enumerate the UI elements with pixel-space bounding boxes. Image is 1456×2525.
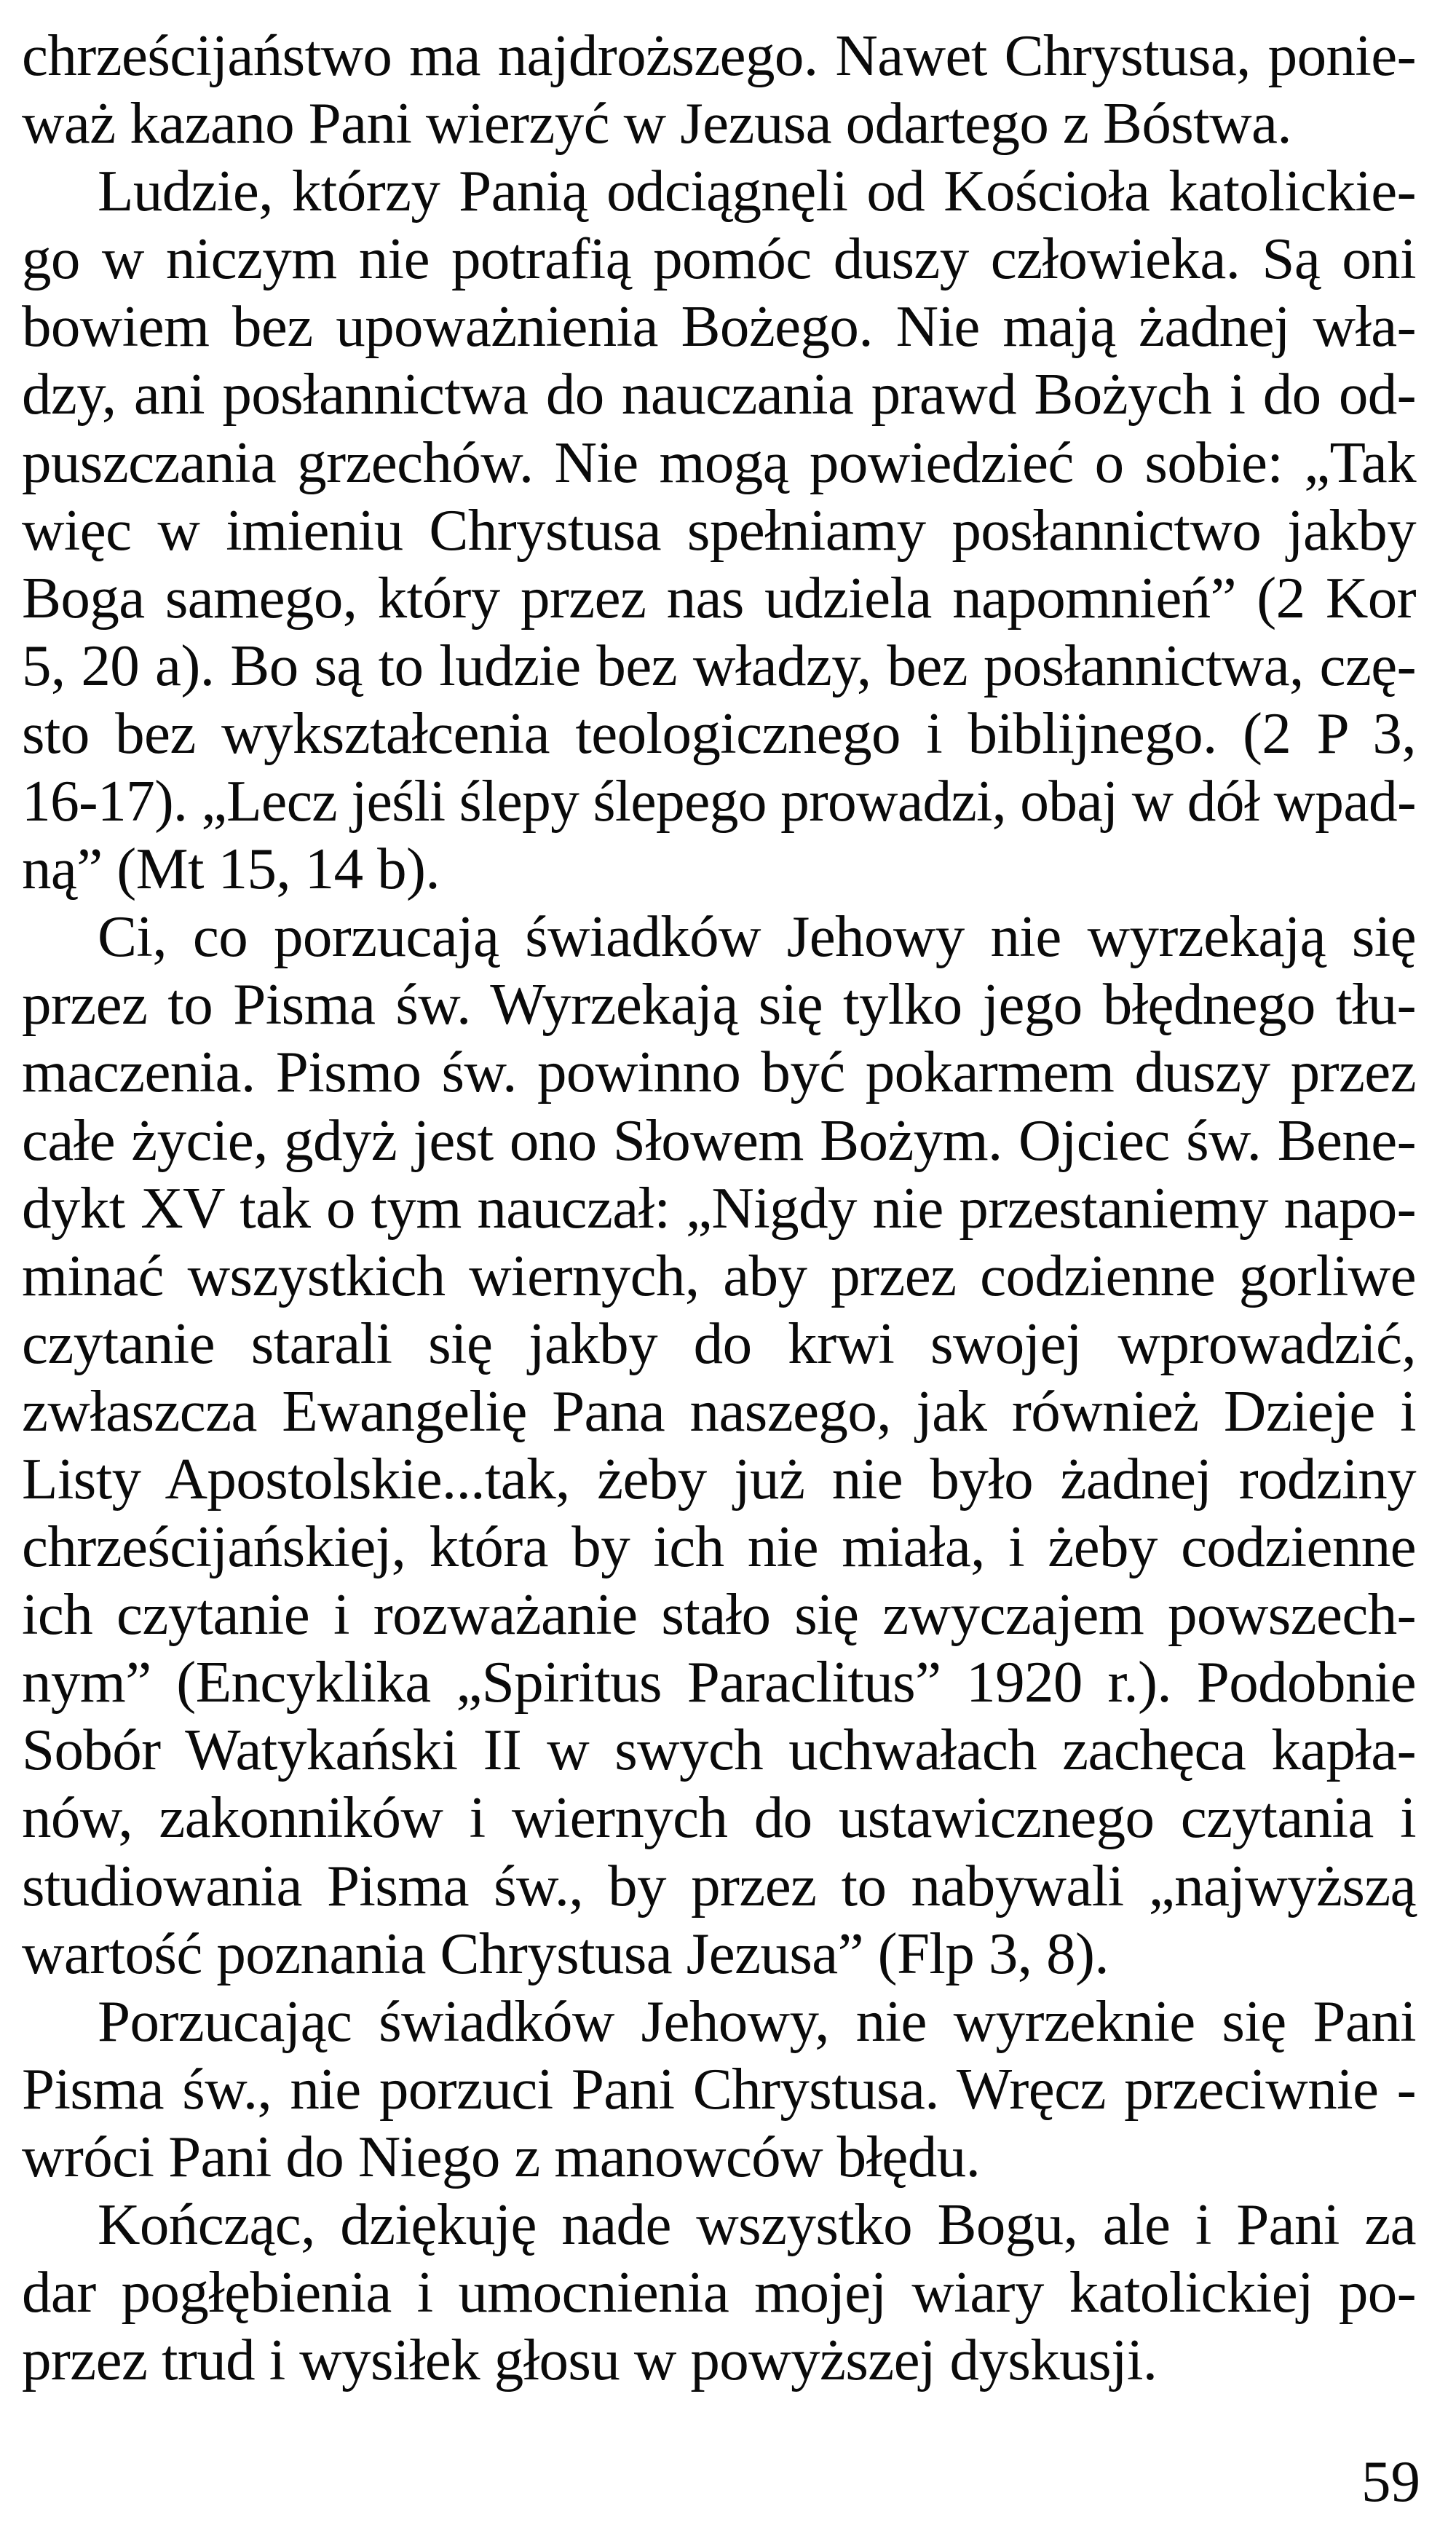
text-line: studiowania Pisma św., by przez to nabywali „najwyższą: [22, 1852, 1416, 1919]
text-line: dykt XV tak o tym nauczał: „Nigdy nie przestaniemy napo-: [22, 1174, 1416, 1241]
text-line: ną” (Mt 15, 14 b).: [22, 836, 440, 902]
text-line: zwłaszcza Ewangelię Pana naszego, jak również Dzieje i: [22, 1378, 1416, 1444]
text-line: 16-17). „Lecz jeśli ślepy ślepego prowadzi, obaj w dół wpad-: [22, 768, 1416, 834]
text-line: nym” (Encyklika „Spiritus Paraclitus” 1920 r.). Podobnie: [22, 1649, 1416, 1715]
body-text: [22, 22, 1416, 2394]
text-line: ich czytanie i rozważanie stało się zwyczajem powszech-: [22, 1581, 1416, 1648]
text-line: całe życie, gdyż jest ono Słowem Bożym. Ojciec św. Bene-: [22, 1107, 1416, 1173]
text-line: wróci Pani do Niego z manowców błędu.: [22, 2123, 981, 2189]
text-line: nów, zakonników i wiernych do ustawicznego czytania i: [22, 1785, 1416, 1851]
text-line: czytanie starali się jakby do krwi swojej wprowadzić,: [22, 1310, 1416, 1376]
text-line: Sobór Watykański II w swych uchwałach zachęca kapła-: [22, 1717, 1416, 1783]
text-line: przez to Pisma św. Wyrzekają się tylko jego błędnego tłu-: [22, 971, 1416, 1038]
text-line: Ci, co porzucają świadków Jehowy nie wyrzekają się: [98, 904, 1416, 970]
text-line: waż kazano Pani wierzyć w Jezusa odartego z Bóstwa.: [22, 90, 1291, 157]
text-line: Pisma św., nie porzuci Pani Chrystusa. Wręcz przeciwnie -: [22, 2055, 1416, 2122]
text-line: go w niczym nie potrafią pomóc duszy człowieka. Są oni: [22, 226, 1416, 292]
text-line: więc w imieniu Chrystusa spełniamy posłannictwo jakby: [22, 497, 1416, 563]
text-line: sto bez wykształcenia teologicznego i biblijnego. (2 P 3,: [22, 700, 1416, 766]
text-line: chrześcijaństwo ma najdroższego. Nawet Chrystusa, ponie-: [22, 23, 1416, 88]
text-line: Porzucając świadków Jehowy, nie wyrzeknie się Pani: [98, 1988, 1416, 2054]
text-line: Ludzie, którzy Panią odciągnęli od Kościoła katolickie-: [98, 158, 1416, 224]
text-line: dzy, ani posłannictwa do nauczania prawd Bożych i do od-: [22, 361, 1416, 427]
text-line: Boga samego, który przez nas udziela napomnień” (2 Kor: [22, 564, 1416, 631]
text-line: puszczania grzechów. Nie mogą powiedzieć o sobie: „Tak: [22, 429, 1416, 495]
text-line: przez trud i wysiłek głosu w powyższej dyskusji.: [22, 2327, 1158, 2393]
page-number: 59: [1361, 2449, 1420, 2514]
text-line: dar pogłębienia i umocnienia mojej wiary katolickiej po-: [22, 2259, 1416, 2326]
text-line: Listy Apostolskie...tak, żeby już nie było żadnej rodziny: [22, 1445, 1416, 1512]
text-line: Kończąc, dziękuję nade wszystko Bogu, ale i Pani za: [98, 2192, 1416, 2257]
text-line: maczenia. Pismo św. powinno być pokarmem duszy przez: [22, 1039, 1416, 1105]
text-line: chrześcijańskiej, która by ich nie miała, i żeby codzienne: [22, 1514, 1416, 1580]
text-line: 5, 20 a). Bo są to ludzie bez władzy, bez posłannictwa, czę-: [22, 632, 1416, 698]
text-line: bowiem bez upoważnienia Bożego. Nie mają żadnej wła-: [22, 293, 1416, 360]
text-line: wartość poznania Chrystusa Jezusa” (Flp 3, 8).: [22, 1920, 1109, 1986]
text-line: minać wszystkich wiernych, aby przez codzienne gorliwe: [22, 1242, 1416, 1308]
